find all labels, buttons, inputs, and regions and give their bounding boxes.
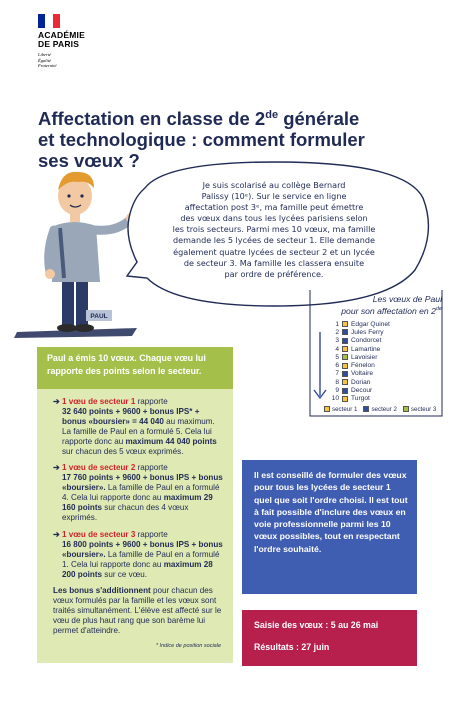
sector-color-marker — [342, 388, 348, 394]
academie-logo — [38, 14, 138, 69]
sector-color-marker — [342, 346, 348, 352]
lycee-name: Fénelon — [351, 362, 375, 370]
legend-secteur-2: secteur 2 — [363, 406, 396, 413]
voeu-item — [314, 337, 434, 345]
points-explanation-box — [37, 347, 233, 663]
points-box-header: Paul a émis 10 vœux. Chaque vœu lui rapporte des points selon le secteur. — [37, 347, 233, 389]
resultats-date: Résultats : 27 juin — [254, 642, 330, 652]
french-flag-icon — [38, 14, 60, 28]
lycee-name: Dorian — [351, 378, 371, 386]
academie-name: ACADÉMIE DE PARIS — [38, 30, 85, 49]
voeux-list-panel — [306, 288, 446, 420]
page-title: Affectation en classe de 2de générale et technologique : comment formuler ses vœux ? — [38, 108, 365, 171]
arrow-right-icon: ➔ — [53, 463, 60, 473]
bonus-note: Les bonus s'additionnent pour chacun des vœux formulés par la famille et les vœux sont traités simultanément. L'élève est affecté sur le vœu de plus haut rang que son barème lui permet d'atteindre. — [53, 586, 222, 636]
sector-color-marker — [342, 354, 348, 360]
arrow-right-icon: ➔ — [53, 397, 60, 406]
voeu-item — [314, 386, 434, 394]
voeu-item — [314, 370, 434, 378]
dates-box — [242, 610, 417, 666]
voeux-panel-title: Les vœux de Paul pour son affectation en 2de — [341, 294, 442, 316]
voeu-rank: 1 — [335, 320, 339, 328]
voeu-rank: 3 — [335, 337, 339, 345]
lycee-name: Lavoisier — [351, 353, 378, 361]
secteur-1-explanation: ➔ 1 vœu de secteur 1 rapporte 32 640 points + 9600 + bonus IPS* + bonus «boursier» = 44 040 au maximum. La famille de Paul en a formulé 5. Cela lui rapporte donc au maximum 44 040 points sur chacun des 5 vœux exprimés. — [53, 397, 217, 456]
lycee-name: Edgar Quinet — [351, 320, 390, 328]
voeu-item — [314, 328, 434, 336]
sector-color-marker — [342, 371, 348, 377]
voeu-rank: 6 — [335, 362, 339, 370]
voeu-item — [314, 345, 434, 353]
lycee-name: Turgot — [351, 395, 370, 403]
arrow-right-icon: ➔ — [53, 529, 60, 539]
voeu-rank: 2 — [335, 328, 339, 336]
voeu-rank: 5 — [335, 353, 339, 361]
sector-color-marker — [342, 379, 348, 385]
legend-secteur-1: secteur 1 — [324, 406, 357, 413]
sector-color-marker — [342, 338, 348, 344]
voeu-item — [314, 320, 434, 328]
voeu-item — [314, 378, 434, 386]
voeu-rank: 9 — [335, 387, 339, 395]
voeu-item — [314, 361, 434, 369]
saisie-dates: Saisie des vœux : 5 au 26 mai — [254, 620, 379, 630]
name-tag: PAUL — [90, 313, 108, 320]
lycee-name: Jules Ferry — [351, 328, 384, 336]
flag-white — [45, 14, 52, 28]
sector-color-marker — [342, 329, 348, 335]
voeux-list — [314, 320, 434, 403]
flag-red — [53, 14, 60, 28]
ips-footnote: * Indice de position sociale — [155, 642, 221, 649]
points-box-body — [37, 389, 233, 652]
voeu-rank: 10 — [331, 395, 339, 403]
voeu-rank: 8 — [335, 378, 339, 386]
sector-color-marker — [342, 321, 348, 327]
voeu-item — [314, 395, 434, 403]
sector-color-marker — [342, 363, 348, 369]
lycee-name: Decour — [351, 387, 373, 395]
lycee-name: Lamartine — [351, 345, 381, 353]
voeu-item — [314, 353, 434, 361]
sector-color-marker — [342, 396, 348, 402]
sector-legend — [324, 406, 436, 413]
secteur-2-explanation: ➔ 1 vœu de secteur 2 rapporte 17 760 points + 9600 + bonus IPS + bonus «boursier». La famille de Paul en a formulé 4. Cela lui rapporte donc au maximum 29 160 points sur chacun des 4 vœux exprimés. — [53, 463, 223, 522]
advice-box: Il est conseillé de formuler des vœux pour tous les lycées de secteur 1 quel que soit l'ordre choisi. Il est tout à fait possible d'inclure des vœux en voie professionnelle parmi les 10 vœux possibles, tout en respectant l'ordre souhaité. — [242, 460, 417, 594]
lycee-name: Voltaire — [351, 370, 373, 378]
secteur-3-explanation: ➔ 1 vœu de secteur 3 rapporte 16 800 points + 9600 + bonus IPS + bonus «boursier». La famille de Paul en a formulé 1. Cela lui rapporte donc au maximum 28 200 points sur ce vœu. — [53, 529, 223, 579]
republic-motto: Liberté Égalité Fraternité — [38, 52, 57, 68]
bubble-text: Je suis scolarisé au collège Bernard Palissy (10ᵉ). Sur le service en ligne affectation post 3ᵉ, ma famille peut émettre des vœux dans tous les lycées parisiens selon les trois secteurs. Parmi mes 10 vœux, ma famille demande les 5 lycées de secteur 1. Elle demande également quatre lycées de secteur 2 et un lycée de secteur 3. Ma famille les classera ensuite par ordre de préférence. — [172, 180, 376, 279]
voeu-rank: 4 — [335, 345, 339, 353]
lycee-name: Condorcet — [351, 337, 382, 345]
legend-secteur-3: secteur 3 — [403, 406, 436, 413]
flag-blue — [38, 14, 45, 28]
voeu-rank: 7 — [335, 370, 339, 378]
